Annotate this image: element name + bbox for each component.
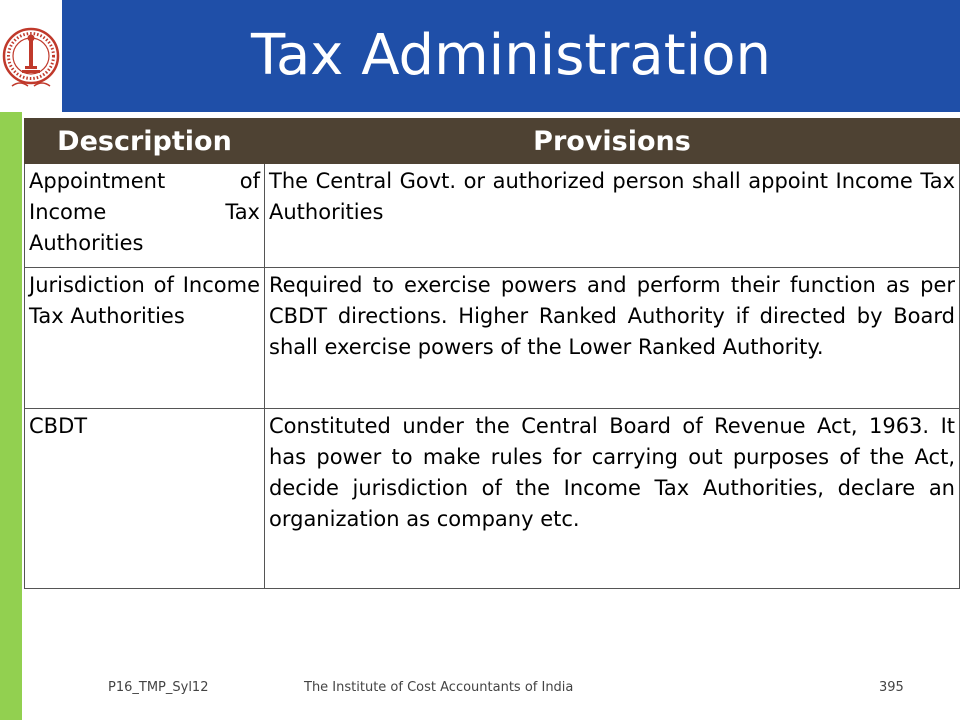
footer-course-code: P16_TMP_Syl12 xyxy=(108,680,209,695)
column-header-provisions: Provisions xyxy=(265,119,960,164)
description-cell: Appointment of Income Tax Authorities xyxy=(25,164,265,268)
institute-logo xyxy=(0,0,62,112)
provision-cell: Required to exercise powers and perform their function as per CBDT directions. Higher Ranked Authority if directed by Board shall exercise powers of the Lower Ranked Authority. xyxy=(265,268,960,409)
footer-page-number: 395 xyxy=(879,680,904,695)
institute-seal-icon xyxy=(0,0,62,112)
table-row xyxy=(25,409,960,589)
table-row xyxy=(25,268,960,409)
column-header-description: Description xyxy=(25,119,265,164)
title-banner xyxy=(62,0,960,112)
description-cell: CBDT xyxy=(25,409,265,589)
provision-cell: Constituted under the Central Board of Revenue Act, 1963. It has power to make rules for carrying out purposes of the Act, decide jurisdiction of the Income Tax Authorities, declare an organization as company etc. xyxy=(265,409,960,589)
footer-institute-name: The Institute of Cost Accountants of India xyxy=(304,680,574,695)
table-header-row xyxy=(25,119,960,164)
provisions-table xyxy=(24,118,960,589)
provision-cell: The Central Govt. or authorized person shall appoint Income Tax Authorities xyxy=(265,164,960,268)
table-row xyxy=(25,164,960,268)
page-title: Tax Administration xyxy=(251,23,771,88)
description-cell: Jurisdiction of Income Tax Authorities xyxy=(25,268,265,409)
left-accent-bar xyxy=(0,112,22,720)
